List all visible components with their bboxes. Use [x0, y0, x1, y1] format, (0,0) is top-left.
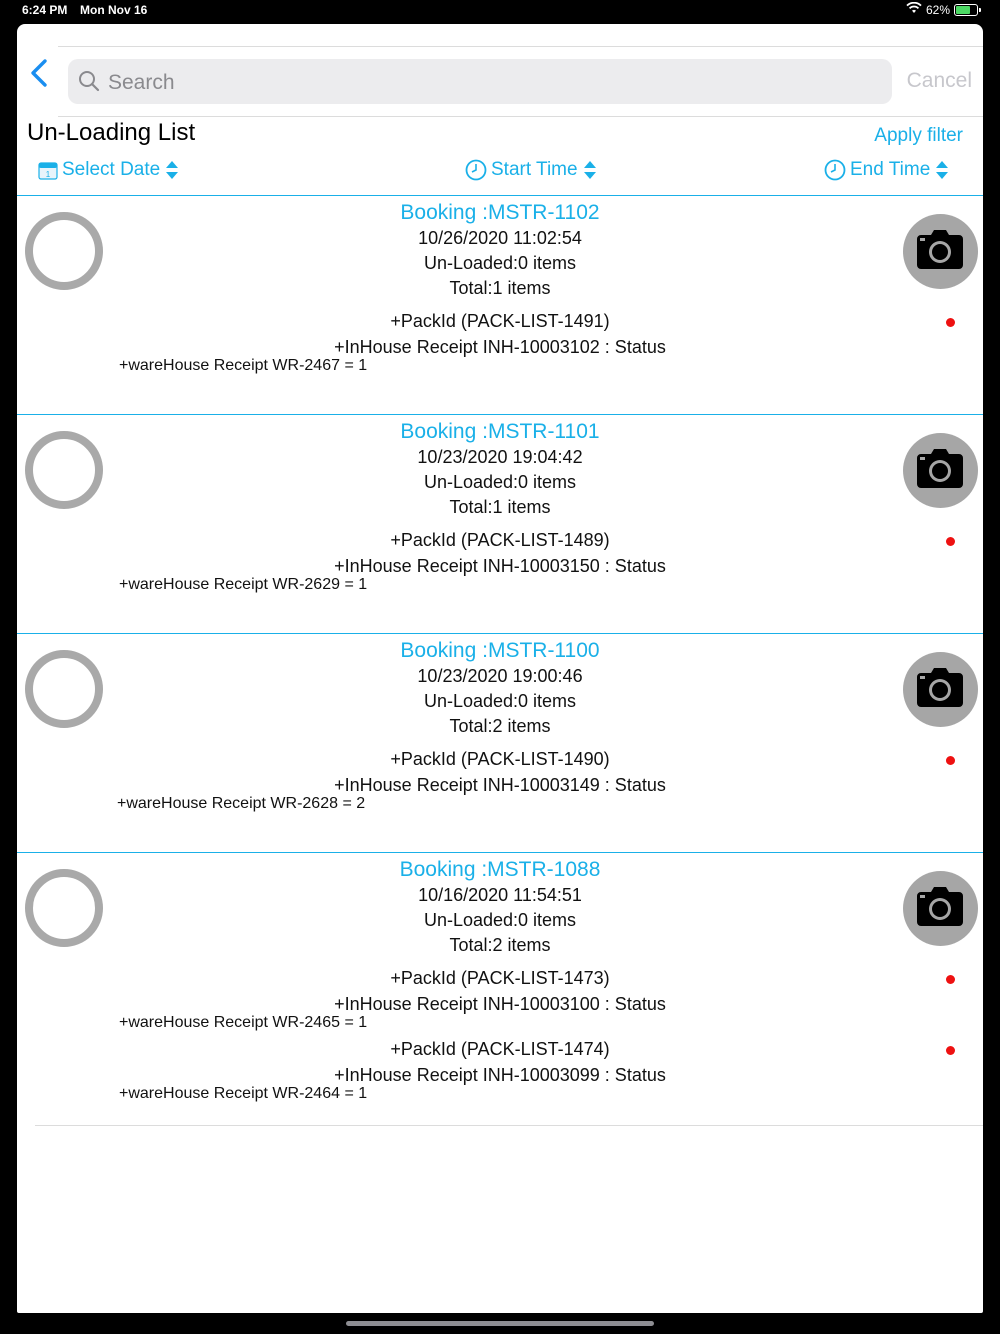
top-divider [58, 46, 983, 47]
home-indicator[interactable] [346, 1321, 654, 1326]
booking-datetime: 10/23/2020 19:04:42 [417, 447, 583, 467]
sort-icon [936, 161, 948, 179]
sort-icon [584, 161, 596, 179]
unloaded-count: Un-Loaded:0 items [423, 472, 577, 492]
status-dot [946, 537, 955, 546]
booking-title[interactable]: Booking :MSTR-1102 [400, 201, 600, 224]
booking-row[interactable] [17, 634, 983, 853]
back-button[interactable] [27, 58, 53, 90]
booking-title[interactable]: Booking :MSTR-1101 [400, 420, 600, 443]
select-date-filter[interactable] [38, 159, 178, 181]
booking-row[interactable] [17, 196, 983, 415]
apply-filter-button[interactable]: Apply filter [874, 125, 963, 146]
pack-id: +PackId (PACK-LIST-1473) [390, 968, 610, 988]
chevron-left-icon [27, 58, 53, 90]
search-divider [58, 116, 983, 117]
end-time-label: End Time [850, 159, 931, 180]
svg-text:1: 1 [45, 170, 51, 179]
unloaded-count: Un-Loaded:0 items [423, 691, 577, 711]
status-dot [946, 318, 955, 327]
pack-id: +PackId (PACK-LIST-1491) [390, 311, 610, 331]
wifi-icon [906, 2, 922, 17]
list-end-divider [35, 1125, 983, 1126]
select-date-label: Select Date [62, 159, 161, 180]
booking-datetime: 10/23/2020 19:00:46 [417, 666, 583, 686]
status-dot [946, 1046, 955, 1055]
booking-datetime: 10/26/2020 11:02:54 [418, 228, 582, 248]
total-count: Total:1 items [449, 497, 551, 517]
total-count: Total:1 items [449, 278, 551, 298]
battery-percent: 62% [925, 2, 950, 17]
pack-id: +PackId (PACK-LIST-1474) [390, 1039, 610, 1059]
unloaded-count: Un-Loaded:0 items [423, 253, 577, 273]
search-bar[interactable] [68, 59, 892, 104]
search-icon [78, 70, 100, 92]
warehouse-receipt: +wareHouse Receipt WR-2464 = 1 [119, 1085, 368, 1102]
inhouse-receipt: +InHouse Receipt INH-10003099 : Status [334, 1065, 666, 1085]
status-time: 6:24 PM [22, 3, 68, 17]
booking-row[interactable] [17, 415, 983, 634]
page-title: Un-Loading List [27, 119, 196, 146]
start-time-filter[interactable] [465, 159, 596, 181]
unloading-list-screen [17, 24, 983, 1313]
booking-title[interactable]: Booking :MSTR-1088 [399, 858, 601, 881]
start-time-label: Start Time [491, 159, 578, 180]
warehouse-receipt: +wareHouse Receipt WR-2467 = 1 [119, 357, 368, 374]
end-time-filter[interactable] [824, 159, 948, 181]
battery-icon [954, 4, 978, 16]
status-date: Mon Nov 16 [80, 3, 148, 17]
total-count: Total:2 items [449, 716, 551, 736]
cancel-button[interactable]: Cancel [906, 69, 972, 92]
inhouse-receipt: +InHouse Receipt INH-10003102 : Status [334, 337, 666, 357]
booking-row[interactable] [17, 853, 983, 1125]
total-count: Total:2 items [449, 935, 551, 955]
clock-icon [824, 159, 846, 181]
unloaded-count: Un-Loaded:0 items [423, 910, 577, 930]
status-dot [946, 756, 955, 765]
calendar-icon [38, 160, 58, 180]
search-input[interactable] [106, 59, 870, 106]
booking-title[interactable]: Booking :MSTR-1100 [400, 639, 600, 662]
inhouse-receipt: +InHouse Receipt INH-10003150 : Status [334, 556, 666, 576]
inhouse-receipt: +InHouse Receipt INH-10003100 : Status [334, 994, 666, 1014]
sort-icon [166, 161, 178, 179]
clock-icon [465, 159, 487, 181]
inhouse-receipt: +InHouse Receipt INH-10003149 : Status [334, 775, 666, 795]
booking-datetime: 10/16/2020 11:54:51 [418, 885, 582, 905]
pack-id: +PackId (PACK-LIST-1489) [390, 530, 610, 550]
pack-id: +PackId (PACK-LIST-1490) [390, 749, 610, 769]
warehouse-receipt: +wareHouse Receipt WR-2628 = 2 [117, 795, 366, 812]
warehouse-receipt: +wareHouse Receipt WR-2465 = 1 [119, 1014, 368, 1031]
status-right [906, 2, 978, 17]
status-dot [946, 975, 955, 984]
status-bar [0, 0, 1000, 22]
warehouse-receipt: +wareHouse Receipt WR-2629 = 1 [119, 576, 368, 593]
